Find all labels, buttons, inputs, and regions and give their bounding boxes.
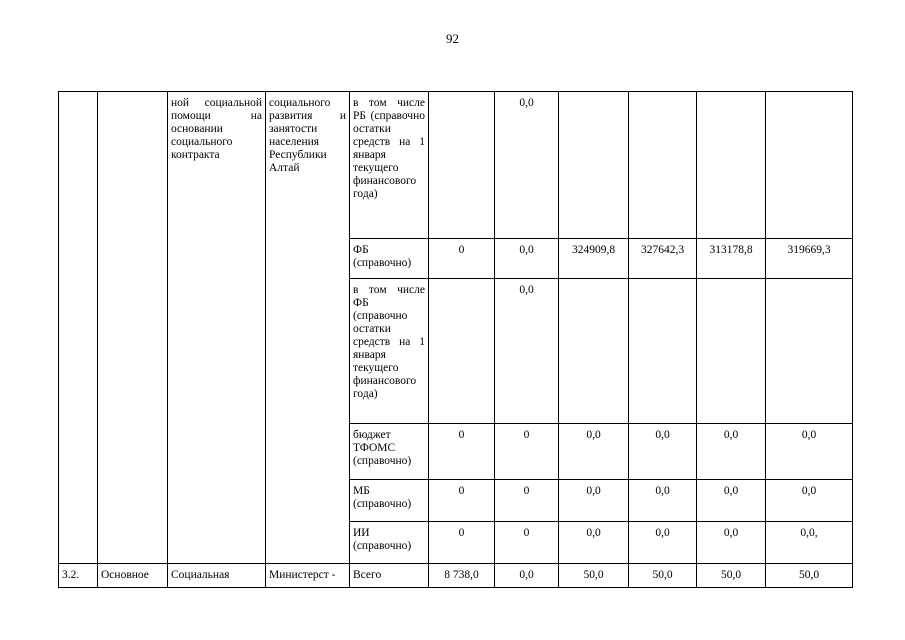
source-cell: бюджет ТФОМС (справочно) <box>350 424 429 480</box>
value-cell: 0,0 <box>495 279 559 424</box>
page-number: 92 <box>446 31 459 46</box>
value-cell: 8 738,0 <box>429 564 495 588</box>
value-cell: 50,0 <box>559 564 629 588</box>
value-cell <box>697 279 766 424</box>
program-table <box>58 91 853 588</box>
value-cell <box>429 279 495 424</box>
value-cell: 0,0, <box>766 522 853 564</box>
number-cell: 3.2. <box>59 564 98 588</box>
value-cell: 0 <box>429 480 495 522</box>
source-cell: ФБ (справочно) <box>350 239 429 279</box>
source-cell: ИИ (справочно) <box>350 522 429 564</box>
value-cell <box>629 279 697 424</box>
value-cell: 0,0 <box>559 480 629 522</box>
source-cell: МБ (справочно) <box>350 480 429 522</box>
value-cell: 0 <box>495 480 559 522</box>
value-cell <box>559 92 629 239</box>
value-cell <box>766 92 853 239</box>
value-cell: 0,0 <box>559 522 629 564</box>
source-cell: Всего <box>350 564 429 588</box>
value-cell: 0 <box>429 522 495 564</box>
number-cell <box>59 92 98 564</box>
value-cell: 319669,3 <box>766 239 853 279</box>
value-cell: 0,0 <box>495 92 559 239</box>
value-cell: 50,0 <box>766 564 853 588</box>
value-cell: 0 <box>429 239 495 279</box>
value-cell <box>559 279 629 424</box>
value-cell: 0 <box>495 424 559 480</box>
value-cell <box>766 279 853 424</box>
executor-cell: Министерст - <box>266 564 350 588</box>
value-cell <box>629 92 697 239</box>
type-cell <box>98 92 168 564</box>
value-cell: 0,0 <box>697 522 766 564</box>
value-cell: 324909,8 <box>559 239 629 279</box>
event-name-cell: ной социальной помощи на основании социального контракта <box>168 92 266 564</box>
value-cell <box>429 92 495 239</box>
value-cell: 327642,3 <box>629 239 697 279</box>
event-name-cell: Социальная <box>168 564 266 588</box>
executor-cell: социального развития и занятости населения Республики Алтай <box>266 92 350 564</box>
value-cell: 313178,8 <box>697 239 766 279</box>
value-cell: 50,0 <box>629 564 697 588</box>
table-row <box>59 92 853 239</box>
value-cell: 0,0 <box>629 522 697 564</box>
source-cell: в том числе ФБ (справочно остатки средств на 1 января текущего финансового года) <box>350 279 429 424</box>
value-cell: 0,0 <box>629 424 697 480</box>
value-cell: 0,0 <box>629 480 697 522</box>
value-cell: 0,0 <box>697 480 766 522</box>
value-cell: 0,0 <box>495 564 559 588</box>
value-cell: 0,0 <box>559 424 629 480</box>
source-cell: в том числе РБ (справочно остатки средств на 1 января текущего финансового года) <box>350 92 429 239</box>
value-cell: 0,0 <box>495 239 559 279</box>
value-cell <box>697 92 766 239</box>
table-row <box>59 564 853 588</box>
value-cell: 0,0 <box>697 424 766 480</box>
value-cell: 0 <box>429 424 495 480</box>
value-cell: 0,0 <box>766 480 853 522</box>
value-cell: 0,0 <box>766 424 853 480</box>
value-cell: 50,0 <box>697 564 766 588</box>
value-cell: 0 <box>495 522 559 564</box>
type-cell: Основное <box>98 564 168 588</box>
